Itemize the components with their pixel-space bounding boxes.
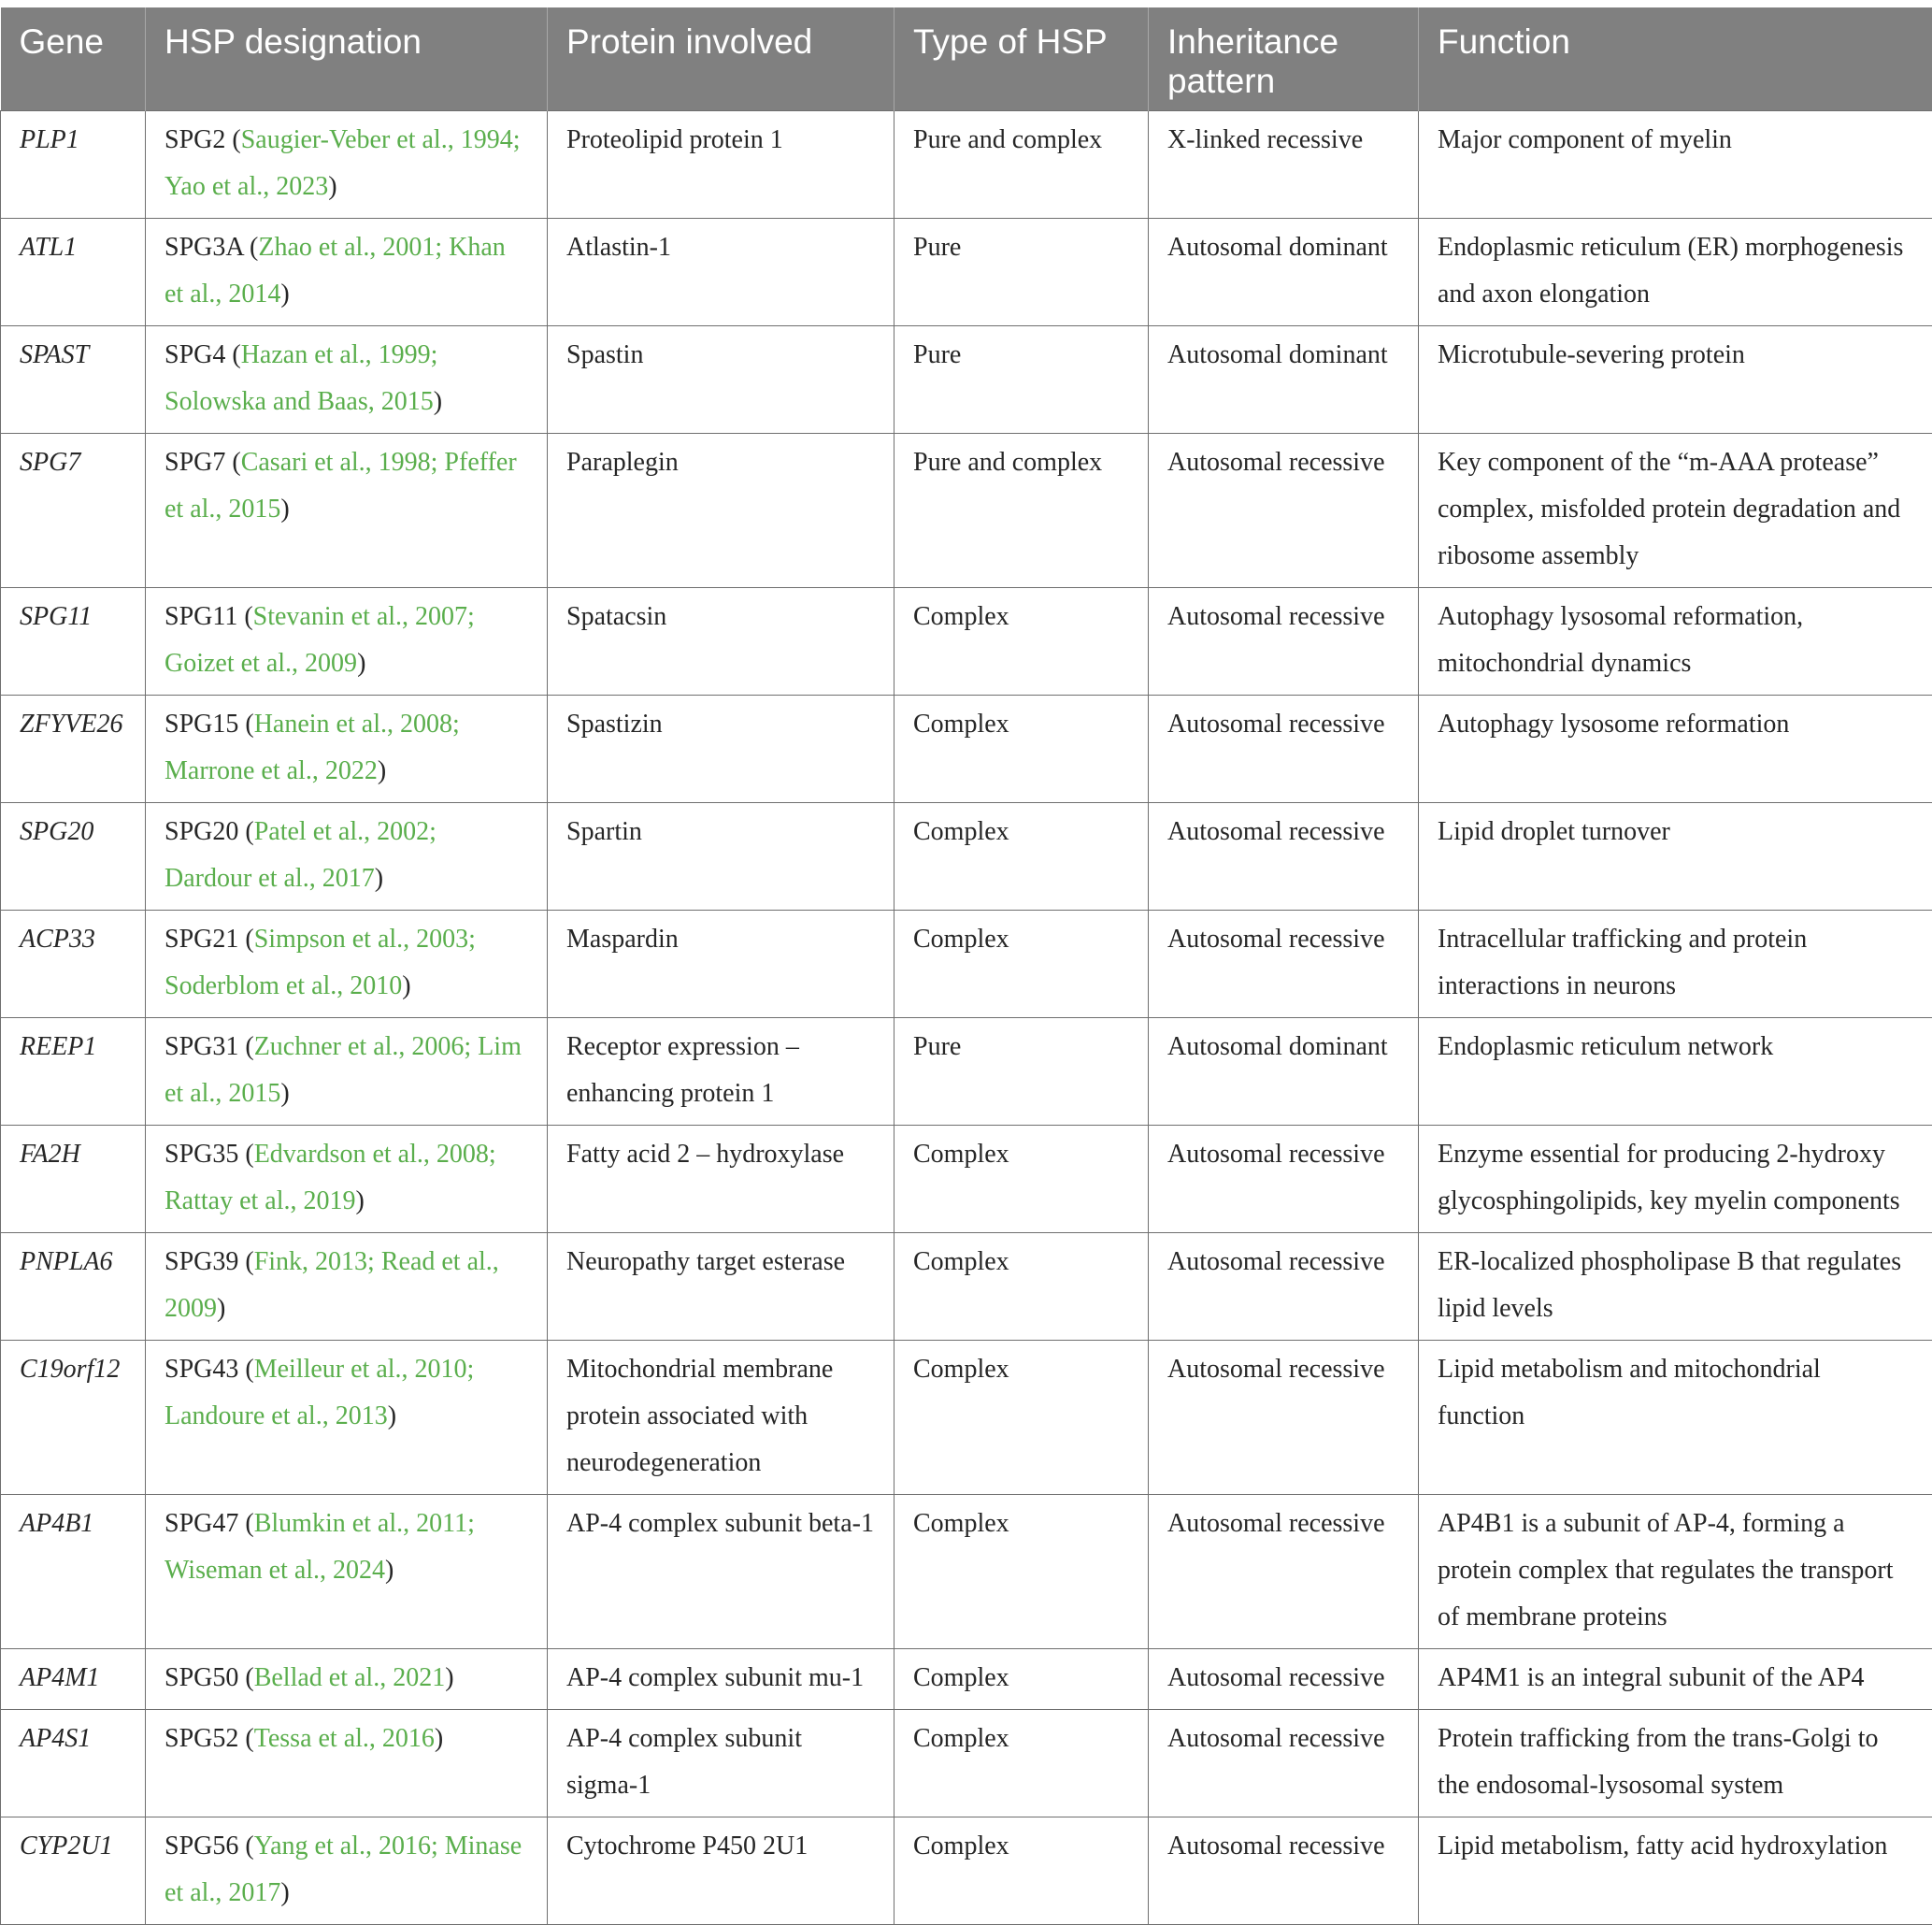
spg-code: SPG56 [165,1832,238,1860]
table-header [1,7,1932,111]
inheritance-cell: Autosomal recessive [1149,1649,1419,1710]
gene-cell: FA2H [1,1126,146,1233]
inheritance-cell: Autosomal recessive [1149,1710,1419,1817]
table-row [1,911,1932,1018]
hsp-type-cell: Complex [894,1341,1149,1495]
hsp-type-cell: Complex [894,1817,1149,1925]
inheritance-cell: Autosomal recessive [1149,696,1419,803]
protein-cell: AP-4 complex subunit sigma-1 [548,1710,894,1817]
table-row [1,326,1932,434]
spg-code: SPG50 [165,1663,238,1692]
hsp-designation-cell: SPG2 (Saugier-Veber et al., 1994; Yao et al., 2023) [146,111,548,219]
hsp-designation-cell: SPG20 (Patel et al., 2002; Dardour et al., 2017) [146,803,548,911]
function-cell: Major component of myelin [1419,111,1932,219]
hsp-type-cell: Pure [894,1018,1149,1126]
gene-cell: REEP1 [1,1018,146,1126]
function-cell: ER-localized phospholipase B that regulates lipid levels [1419,1233,1932,1341]
gene-cell: CYP2U1 [1,1817,146,1925]
gene-cell: PLP1 [1,111,146,219]
hsp-designation-cell: SPG21 (Simpson et al., 2003; Soderblom et al., 2010) [146,911,548,1018]
hsp-designation-cell: SPG50 (Bellad et al., 2021) [146,1649,548,1710]
reference-link[interactable]: Tessa et al., 2016 [254,1724,435,1753]
reference-link[interactable]: Bellad et al., 2021 [254,1663,446,1692]
function-cell: Lipid droplet turnover [1419,803,1932,911]
table-row [1,696,1932,803]
inheritance-cell: Autosomal recessive [1149,434,1419,588]
spg-code: SPG15 [165,710,238,739]
reference-link[interactable]: Zuchner et al., 2006; Lim et al., 2015 [165,1032,522,1108]
protein-cell: Receptor expression – enhancing protein 1 [548,1018,894,1126]
gene-cell: AP4B1 [1,1495,146,1649]
function-cell: Autophagy lysosome reformation [1419,696,1932,803]
hsp-type-cell: Pure [894,326,1149,434]
table-row [1,111,1932,219]
spg-code: SPG21 [165,925,238,954]
table-row [1,1710,1932,1817]
table-row [1,1817,1932,1925]
reference-link[interactable]: Casari et al., 1998; Pfeffer et al., 2015 [165,448,517,524]
table-row [1,1341,1932,1495]
inheritance-cell: Autosomal dominant [1149,219,1419,326]
table-row [1,434,1932,588]
reference-link[interactable]: Edvardson et al., 2008; Rattay et al., 2019 [165,1140,496,1215]
table-row [1,588,1932,696]
hsp-designation-cell: SPG7 (Casari et al., 1998; Pfeffer et al., 2015) [146,434,548,588]
hsp-type-cell: Complex [894,803,1149,911]
hsp-designation-cell: SPG43 (Meilleur et al., 2010; Landoure et al., 2013) [146,1341,548,1495]
table-row [1,1495,1932,1649]
gene-cell: SPAST [1,326,146,434]
gene-cell: ATL1 [1,219,146,326]
hsp-designation-cell: SPG31 (Zuchner et al., 2006; Lim et al., 2015) [146,1018,548,1126]
inheritance-cell: Autosomal recessive [1149,1341,1419,1495]
function-cell: Lipid metabolism, fatty acid hydroxylation [1419,1817,1932,1925]
table-body [1,111,1932,1925]
hsp-designation-cell: SPG52 (Tessa et al., 2016) [146,1710,548,1817]
header-protein-involved: Protein involved [548,7,894,111]
table-row [1,1649,1932,1710]
reference-link[interactable]: Hazan et al., 1999; Solowska and Baas, 2015 [165,340,437,416]
function-cell: Enzyme essential for producing 2-hydroxy glycosphingolipids, key myelin components [1419,1126,1932,1233]
table-row [1,1126,1932,1233]
reference-link[interactable]: Hanein et al., 2008; Marrone et al., 2022 [165,710,460,785]
protein-cell: Atlastin-1 [548,219,894,326]
spg-code: SPG4 [165,340,225,369]
hsp-gene-table [0,7,1932,1925]
protein-cell: Fatty acid 2 – hydroxylase [548,1126,894,1233]
gene-cell: SPG20 [1,803,146,911]
spg-code: SPG2 [165,125,225,154]
hsp-type-cell: Pure [894,219,1149,326]
spg-code: SPG52 [165,1724,238,1753]
protein-cell: Neuropathy target esterase [548,1233,894,1341]
hsp-designation-cell: SPG39 (Fink, 2013; Read et al., 2009) [146,1233,548,1341]
reference-link[interactable]: Patel et al., 2002; Dardour et al., 2017 [165,817,436,893]
header-inheritance-pattern: Inheritance pattern [1149,7,1419,111]
spg-code: SPG43 [165,1355,238,1384]
spg-code: SPG11 [165,602,237,631]
gene-cell: SPG11 [1,588,146,696]
hsp-type-cell: Complex [894,1710,1149,1817]
reference-link[interactable]: Stevanin et al., 2007; Goizet et al., 2009 [165,602,475,678]
hsp-type-cell: Complex [894,1233,1149,1341]
reference-link[interactable]: Blumkin et al., 2011; Wiseman et al., 2024 [165,1509,475,1585]
spg-code: SPG39 [165,1247,238,1276]
hsp-type-cell: Complex [894,911,1149,1018]
inheritance-cell: Autosomal recessive [1149,1126,1419,1233]
protein-cell: Cytochrome P450 2U1 [548,1817,894,1925]
hsp-designation-cell: SPG11 (Stevanin et al., 2007; Goizet et al., 2009) [146,588,548,696]
reference-link[interactable]: Saugier-Veber et al., 1994; Yao et al., 2023 [165,125,521,201]
protein-cell: Mitochondrial membrane protein associated with neurodegeneration [548,1341,894,1495]
hsp-designation-cell: SPG47 (Blumkin et al., 2011; Wiseman et al., 2024) [146,1495,548,1649]
spg-code: SPG7 [165,448,225,477]
header-type-of-hsp: Type of HSP [894,7,1149,111]
gene-cell: PNPLA6 [1,1233,146,1341]
protein-cell: AP-4 complex subunit mu-1 [548,1649,894,1710]
hsp-gene-table-container [0,7,1932,1925]
inheritance-cell: Autosomal recessive [1149,1495,1419,1649]
inheritance-cell: Autosomal recessive [1149,911,1419,1018]
reference-link[interactable]: Meilleur et al., 2010; Landoure et al., 2013 [165,1355,474,1430]
spg-code: SPG31 [165,1032,238,1061]
header-hsp-designation: HSP designation [146,7,548,111]
hsp-designation-cell: SPG15 (Hanein et al., 2008; Marrone et al., 2022) [146,696,548,803]
protein-cell: Spastizin [548,696,894,803]
gene-cell: ACP33 [1,911,146,1018]
function-cell: Microtubule-severing protein [1419,326,1932,434]
hsp-type-cell: Pure and complex [894,111,1149,219]
gene-cell: SPG7 [1,434,146,588]
hsp-type-cell: Complex [894,696,1149,803]
protein-cell: Spastin [548,326,894,434]
hsp-type-cell: Pure and complex [894,434,1149,588]
hsp-type-cell: Complex [894,1649,1149,1710]
spg-code: SPG3A [165,233,243,262]
header-gene: Gene [1,7,146,111]
reference-link[interactable]: Zhao et al., 2001; Khan et al., 2014 [165,233,506,309]
inheritance-cell: Autosomal recessive [1149,1817,1419,1925]
gene-cell: C19orf12 [1,1341,146,1495]
function-cell: Endoplasmic reticulum (ER) morphogenesis and axon elongation [1419,219,1932,326]
inheritance-cell: Autosomal recessive [1149,588,1419,696]
hsp-designation-cell: SPG4 (Hazan et al., 1999; Solowska and Baas, 2015) [146,326,548,434]
hsp-type-cell: Complex [894,1126,1149,1233]
table-row [1,1233,1932,1341]
spg-code: SPG20 [165,817,238,846]
hsp-designation-cell: SPG56 (Yang et al., 2016; Minase et al., 2017) [146,1817,548,1925]
hsp-type-cell: Complex [894,1495,1149,1649]
spg-code: SPG47 [165,1509,238,1538]
protein-cell: Proteolipid protein 1 [548,111,894,219]
function-cell: Lipid metabolism and mitochondrial function [1419,1341,1932,1495]
header-row [1,7,1932,111]
reference-link[interactable]: Yang et al., 2016; Minase et al., 2017 [165,1832,522,1907]
function-cell: Key component of the “m-AAA protease” complex, misfolded protein degradation and ribosome assembly [1419,434,1932,588]
protein-cell: AP-4 complex subunit beta-1 [548,1495,894,1649]
table-row [1,803,1932,911]
header-function: Function [1419,7,1932,111]
protein-cell: Spartin [548,803,894,911]
inheritance-cell: Autosomal dominant [1149,1018,1419,1126]
gene-cell: AP4M1 [1,1649,146,1710]
function-cell: Protein trafficking from the trans-Golgi to the endosomal-lysosomal system [1419,1710,1932,1817]
reference-link[interactable]: Fink, 2013; Read et al., 2009 [165,1247,499,1323]
hsp-designation-cell: SPG3A (Zhao et al., 2001; Khan et al., 2014) [146,219,548,326]
function-cell: AP4B1 is a subunit of AP-4, forming a protein complex that regulates the transport of membrane proteins [1419,1495,1932,1649]
hsp-type-cell: Complex [894,588,1149,696]
hsp-designation-cell: SPG35 (Edvardson et al., 2008; Rattay et al., 2019) [146,1126,548,1233]
function-cell: Autophagy lysosomal reformation, mitochondrial dynamics [1419,588,1932,696]
protein-cell: Maspardin [548,911,894,1018]
inheritance-cell: Autosomal recessive [1149,1233,1419,1341]
gene-cell: ZFYVE26 [1,696,146,803]
gene-cell: AP4S1 [1,1710,146,1817]
table-row [1,219,1932,326]
inheritance-cell: Autosomal dominant [1149,326,1419,434]
spg-code: SPG35 [165,1140,238,1169]
function-cell: Intracellular trafficking and protein interactions in neurons [1419,911,1932,1018]
function-cell: Endoplasmic reticulum network [1419,1018,1932,1126]
table-row [1,1018,1932,1126]
protein-cell: Spatacsin [548,588,894,696]
inheritance-cell: Autosomal recessive [1149,803,1419,911]
function-cell: AP4M1 is an integral subunit of the AP4 [1419,1649,1932,1710]
protein-cell: Paraplegin [548,434,894,588]
inheritance-cell: X-linked recessive [1149,111,1419,219]
reference-link[interactable]: Simpson et al., 2003; Soderblom et al., 2010 [165,925,476,1000]
